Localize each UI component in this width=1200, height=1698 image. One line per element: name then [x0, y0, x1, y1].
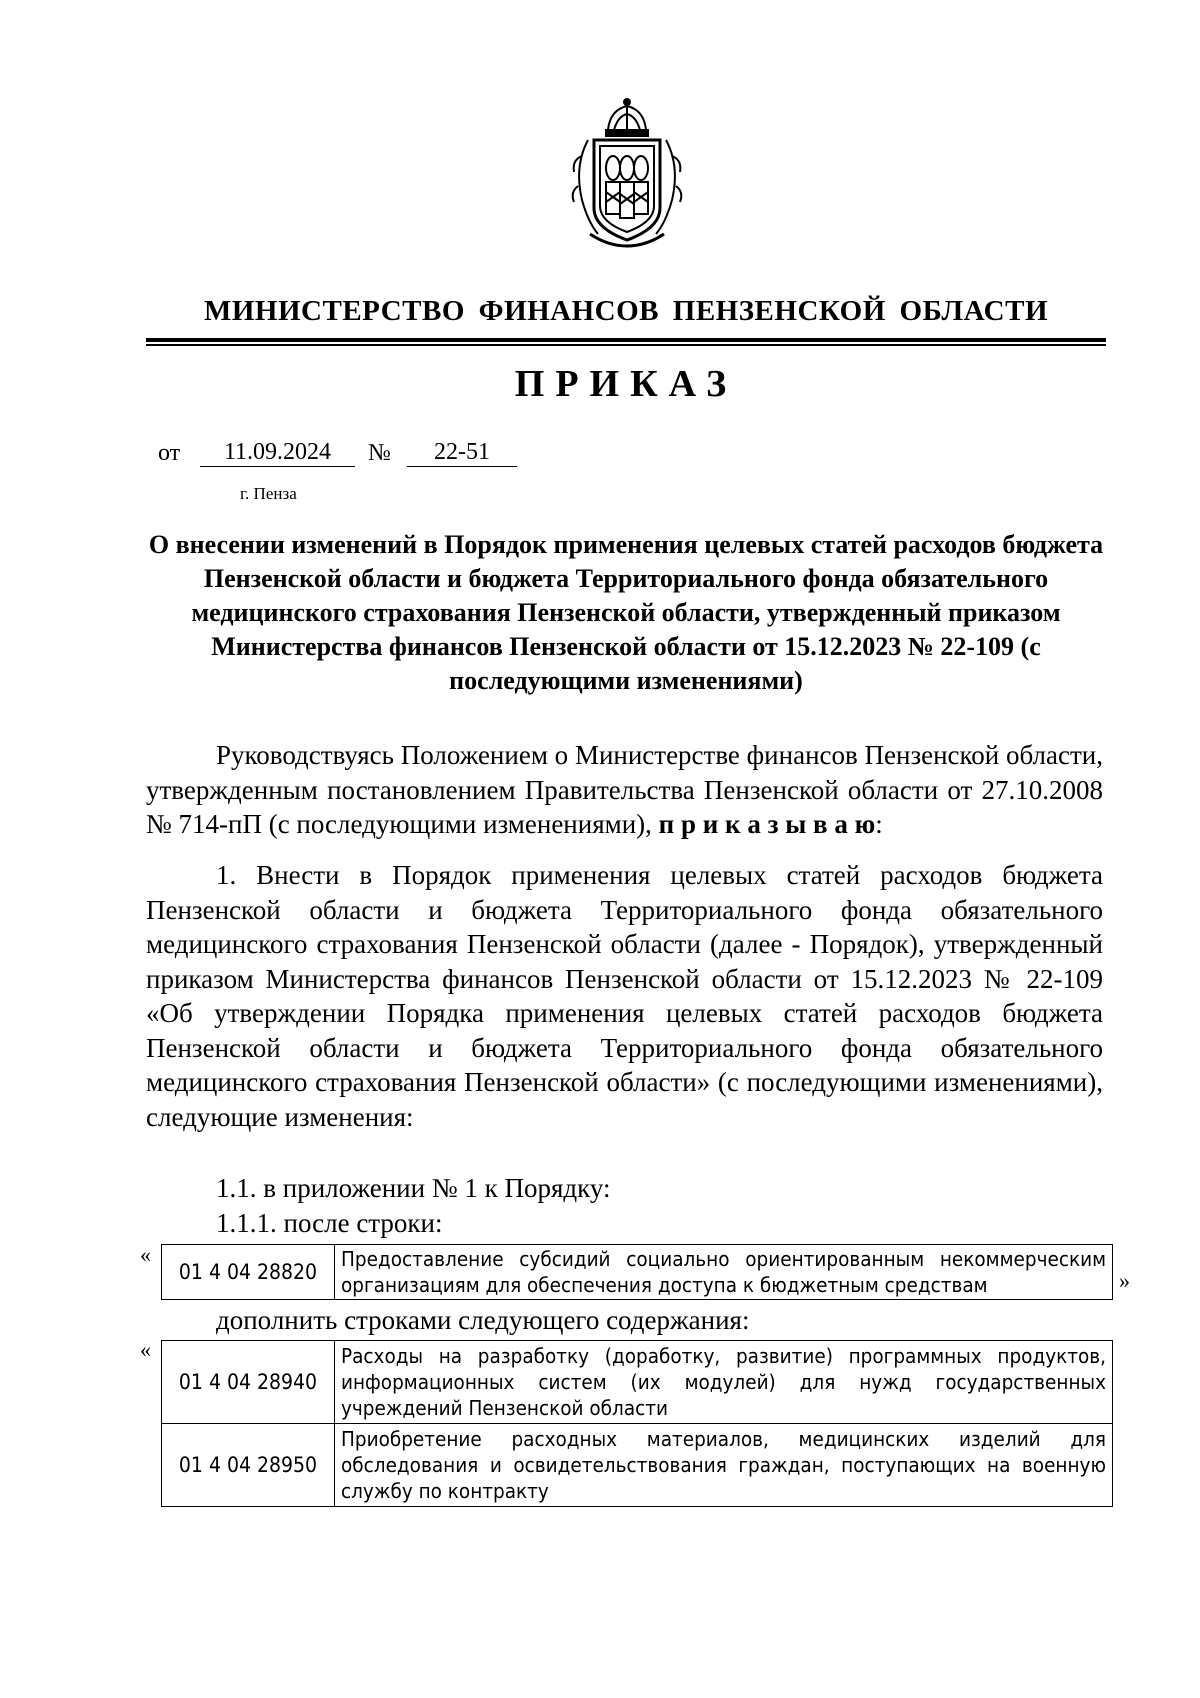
point-1-1: 1.1. в приложении № 1 к Порядку: [216, 1173, 611, 1203]
order-number: 22-51 [407, 438, 517, 467]
row-code: 01 4 04 28950 [162, 1424, 335, 1507]
document-type: ПРИКАЗ [514, 363, 738, 405]
point-1-1-1: 1.1.1. после строки: [216, 1208, 443, 1238]
row-text: Предоставление субсидий социально ориентированным некоммерческим организациям для обеспечения доступа к бюджетным средствам [335, 1245, 1113, 1300]
row-text: Приобретение расходных материалов, медицинских изделий для обследования и освидетельствования граждан, поступающих на военную службу по контракту [335, 1424, 1113, 1507]
order-heading: О внесении изменений в Порядок применения целевых статей расходов бюджета Пензенской области и бюджета Территориального фонда обязательного медицинского страхования Пензенской области, утвержденный приказом Министерства финансов Пензенской области от 15.12.2023 № 22-109 (с последующими изменениями) [148, 530, 1104, 695]
new-rows-table [161, 1340, 1113, 1507]
date-prefix: от [158, 440, 181, 466]
add-rows-line: дополнить строками следующего содержания: [216, 1305, 750, 1335]
number-prefix: № [368, 440, 391, 466]
coat-of-arms-icon [568, 96, 686, 248]
row-code: 01 4 04 28940 [162, 1341, 335, 1424]
open-quote-2: « [140, 1337, 151, 1362]
existing-row-table [161, 1244, 1113, 1300]
header-rule-thick [146, 338, 1106, 342]
table-row [162, 1245, 1113, 1300]
table-row [162, 1424, 1113, 1507]
preamble-end: : [875, 809, 883, 839]
close-quote: » [1119, 1268, 1130, 1293]
row-text: Расходы на разработку (доработку, развитие) программных продуктов, информационных систем (их модулей) для нужд государственных учреждений Пензенской области [335, 1341, 1113, 1424]
preamble-text: Руководствуясь Положением о Министерстве финансов Пензенской области, утвержденным постановлением Правительства Пензенской области от 27.10.2008 № 714-пП (с последующими изменениями), [146, 740, 1103, 839]
row-code: 01 4 04 28820 [162, 1245, 335, 1300]
ministry-name: МИНИСТЕРСТВО ФИНАНСОВ ПЕНЗЕНСКОЙ ОБЛАСТИ [203, 295, 1049, 327]
table-row [162, 1341, 1113, 1424]
city: г. Пенза [240, 484, 297, 503]
open-quote: « [140, 1242, 151, 1267]
header-rule-thin [146, 344, 1106, 346]
preamble-paragraph [146, 738, 1103, 842]
order-verb: п р и к а з ы в а ю [658, 809, 876, 839]
order-date: 11.09.2024 [200, 438, 355, 467]
point-1-paragraph: 1. Внести в Порядок применения целевых статей расходов бюджета Пензенской области и бюджета Территориального фонда обязательного медицинского страхования Пензенской области (далее - Порядок), утвержденный приказом Министерства финансов Пензенской области от 15.12.2023 № 22-109 «Об утверждении Порядка применения целевых статей расходов бюджета Пензенской области и бюджета Территориального фонда обязательного медицинского страхования Пензенской области» (с последующими изменениями), следующие изменения: [146, 860, 1103, 1132]
